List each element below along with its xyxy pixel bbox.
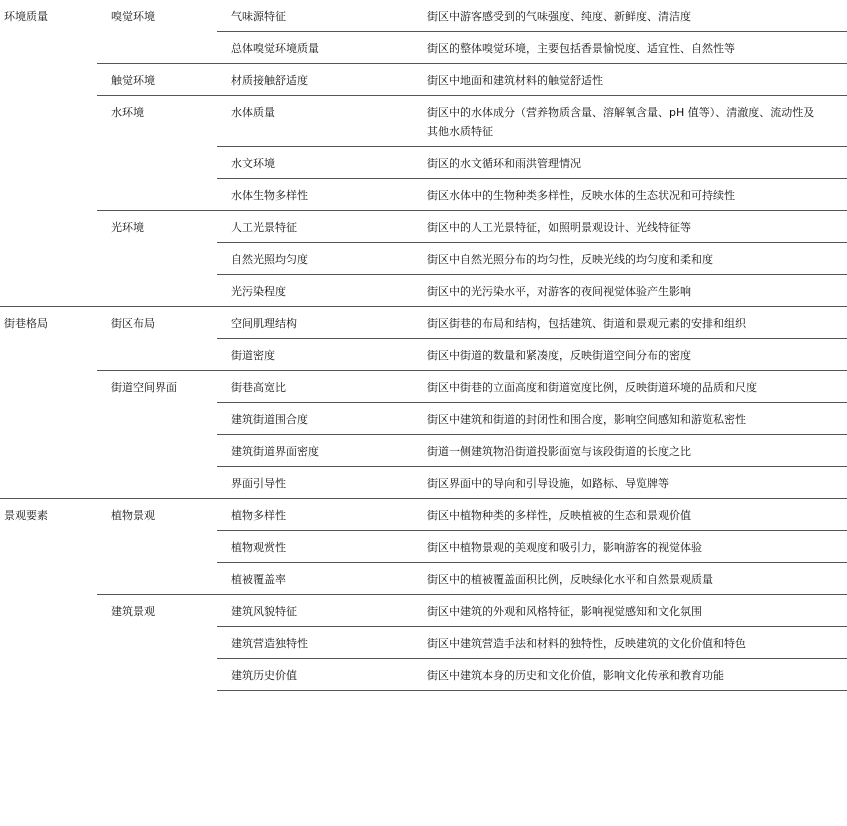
table-row [0,211,847,243]
description-cell: 街区中游客感受到的气味强度、纯度、新鲜度、清洁度 [427,10,691,23]
indicator-cell: 空间肌理结构 [217,307,413,339]
description-cell: 街区中的水体成分（营养物质含量、溶解氧含量、pH 值等）、清澈度、流动性及其他水质特征 [413,96,847,147]
indicator-cell: 气味源特征 [231,10,286,23]
table-row [0,499,847,531]
table-row [0,595,847,627]
description-cell: 街区中街道的数量和紧凑度，反映街道空间分布的密度 [413,339,847,371]
indicator-cell: 人工光景特征 [217,211,413,243]
group-cell: 光环境 [97,211,217,307]
description-cell: 街区中自然光照分布的均匀性，反映光线的均匀度和柔和度 [413,243,847,275]
table-row [0,96,847,147]
description-cell: 街区中建筑的外观和风格特征，影响视觉感知和文化氛围 [413,595,847,627]
table-row [0,307,847,339]
indicator-cell: 建筑街道界面密度 [217,435,413,467]
description-cell: 街区水体中的生物种类多样性，反映水体的生态状况和可持续性 [413,179,847,211]
indicator-cell: 建筑营造独特性 [217,627,413,659]
indicator-cell: 水体生物多样性 [217,179,413,211]
description-cell: 街区中建筑本身的历史和文化价值，影响文化传承和教育功能 [413,659,847,691]
description-cell: 街区中街巷的立面高度和街道宽度比例，反映街道环境的品质和尺度 [413,371,847,403]
indicator-cell: 水文环境 [217,147,413,179]
table-row [0,371,847,403]
group-cell: 建筑景观 [97,595,217,691]
description-cell: 街道一侧建筑物沿街道投影面宽与该段街道的长度之比 [413,435,847,467]
indicator-cell: 材质接触舒适度 [217,64,413,96]
indicator-cell: 街巷高宽比 [217,371,413,403]
description-cell: 街区中植物景观的美观度和吸引力，影响游客的视觉体验 [413,531,847,563]
section-cell: 街巷格局 [0,307,97,499]
description-cell: 街区中的植被覆盖面积比例，反映绿化水平和自然景观质量 [413,563,847,595]
group-cell: 植物景观 [97,499,217,595]
description-cell: 街区界面中的导向和引导设施，如路标、导览牌等 [413,467,847,499]
group-cell: 触觉环境 [97,64,217,96]
group-cell: 街道空间界面 [97,371,217,499]
description-cell: 街区中的人工光景特征，如照明景观设计、光线特征等 [413,211,847,243]
description-cell: 街区的整体嗅觉环境，主要包括香景愉悦度、适宜性、自然性等 [413,32,847,64]
indicator-cell: 植物观赏性 [217,531,413,563]
table-row [0,64,847,96]
indicator-cell: 建筑街道围合度 [217,403,413,435]
section-cell: 景观要素 [0,499,97,691]
indicator-cell: 街道密度 [217,339,413,371]
table-row [0,0,847,32]
section-cell: 环境质量 [4,10,48,23]
indicator-cell: 界面引导性 [217,467,413,499]
group-cell: 街区布局 [97,307,217,371]
indicator-cell: 光污染程度 [217,275,413,307]
description-cell: 街区中地面和建筑材料的触觉舒适性 [413,64,847,96]
indicator-cell: 植物多样性 [217,499,413,531]
indicator-cell: 自然光照均匀度 [217,243,413,275]
description-cell: 街区的水文循环和雨洪管理情况 [413,147,847,179]
indicator-cell: 总体嗅觉环境质量 [217,32,413,64]
group-cell: 水环境 [97,96,217,211]
description-cell: 街区中建筑营造手法和材料的独特性，反映建筑的文化价值和特色 [413,627,847,659]
description-cell: 街区中建筑和街道的封闭性和围合度，影响空间感知和游览私密性 [413,403,847,435]
description-cell: 街区街巷的布局和结构，包括建筑、街道和景观元素的安排和组织 [413,307,847,339]
indicator-cell: 建筑历史价值 [217,659,413,691]
indicator-cell: 建筑风貌特征 [217,595,413,627]
group-cell: 嗅觉环境 [111,10,155,23]
description-cell: 街区中植物种类的多样性，反映植被的生态和景观价值 [413,499,847,531]
description-cell: 街区中的光污染水平，对游客的夜间视觉体验产生影响 [413,275,847,307]
indicator-cell: 水体质量 [217,96,413,147]
indicator-cell: 植被覆盖率 [217,563,413,595]
